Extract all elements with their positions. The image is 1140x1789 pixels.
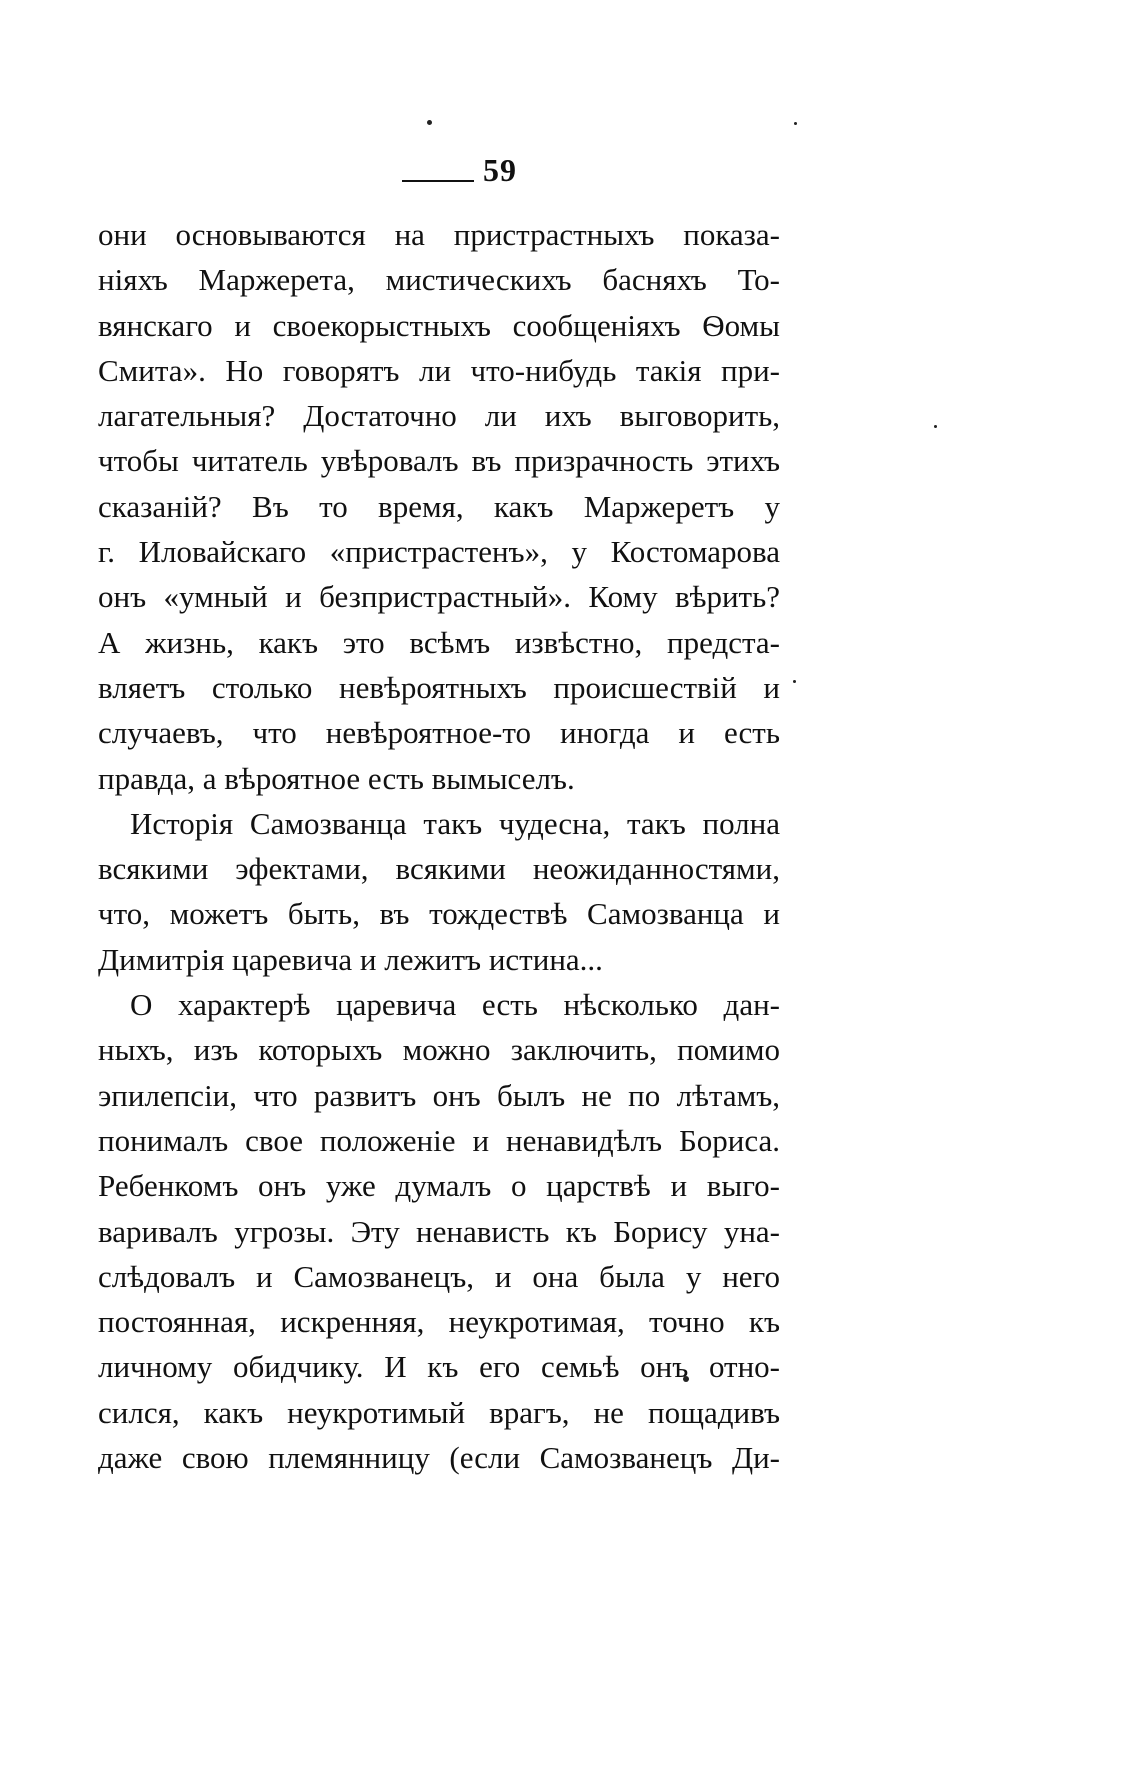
print-speck — [934, 425, 937, 428]
page-number-rule — [402, 180, 474, 182]
text-line: даже свою племянницу (если Самозванецъ Ди- — [98, 1440, 780, 1476]
page-number: 59 — [483, 152, 517, 188]
print-speck — [427, 120, 432, 125]
print-speck — [793, 680, 796, 683]
text-line: всякими эфектами, всякими неожиданностями, — [98, 851, 780, 887]
text-line: Ребенкомъ онъ уже думалъ о царствѣ и выго- — [98, 1168, 780, 1204]
text-line: ніяхъ Маржерета, мистическихъ басняхъ То- — [98, 262, 780, 298]
paragraph-3 — [98, 982, 780, 1480]
text-line: сказаній? Въ то время, какъ Маржеретъ у — [98, 488, 780, 524]
paragraph-2 — [98, 801, 780, 982]
text-line: Исторія Самозванца такъ чудесна, такъ полна — [130, 805, 780, 841]
text-line: личному обидчику. И къ его семьѣ онъ отно- — [98, 1349, 780, 1385]
text-line: О характерѣ царевича есть нѣсколько дан- — [130, 987, 780, 1023]
text-line: онъ «умный и безпристрастный». Кому вѣрить? — [98, 579, 780, 615]
text-line: что, можетъ быть, въ тождествѣ Самозванца и — [98, 896, 780, 932]
body-text — [98, 212, 780, 1480]
text-line: варивалъ угрозы. Эту ненависть къ Борису уна- — [98, 1213, 780, 1249]
paragraph-1 — [98, 212, 780, 801]
text-line: вянскаго и своекорыстныхъ сообщеніяхъ Ѳомы — [98, 307, 780, 343]
text-line: эпилепсіи, что развитъ онъ былъ не по лѣтамъ, — [98, 1077, 780, 1113]
text-line: понималъ свое положеніе и ненавидѣлъ Бориса. — [98, 1122, 780, 1158]
text-line: чтобы читатель увѣровалъ въ призрачность этихъ — [98, 443, 780, 479]
text-line: они основываются на пристрастныхъ показа- — [98, 217, 780, 252]
text-line: вляетъ столько невѣроятныхъ происшествій и — [98, 669, 780, 705]
text-line: постоянная, искренняя, неукротимая, точно къ — [98, 1304, 780, 1340]
text-line: Смита». Но говорятъ ли что-нибудь такія при- — [98, 352, 780, 388]
text-line: лагательныя? Достаточно ли ихъ выговорить, — [98, 398, 780, 434]
text-line: А жизнь, какъ это всѣмъ извѣстно, предста- — [98, 624, 780, 660]
print-speck — [794, 122, 797, 125]
text-line: правда, а вѣроятное есть вымыселъ. — [98, 760, 575, 796]
text-line: ныхъ, изъ которыхъ можно заключить, помимо — [98, 1032, 780, 1068]
text-line: случаевъ, что невѣроятное-то иногда и есть — [98, 715, 780, 751]
text-line: Димитрія царевича и лежитъ истина... — [98, 941, 603, 977]
text-line: слѣдовалъ и Самозванецъ, и она была у него — [98, 1258, 780, 1294]
text-line: г. Иловайскаго «пристрастенъ», у Костомарова — [98, 534, 780, 570]
text-line: сился, какъ неукротимый врагъ, не пощадивъ — [98, 1394, 780, 1430]
